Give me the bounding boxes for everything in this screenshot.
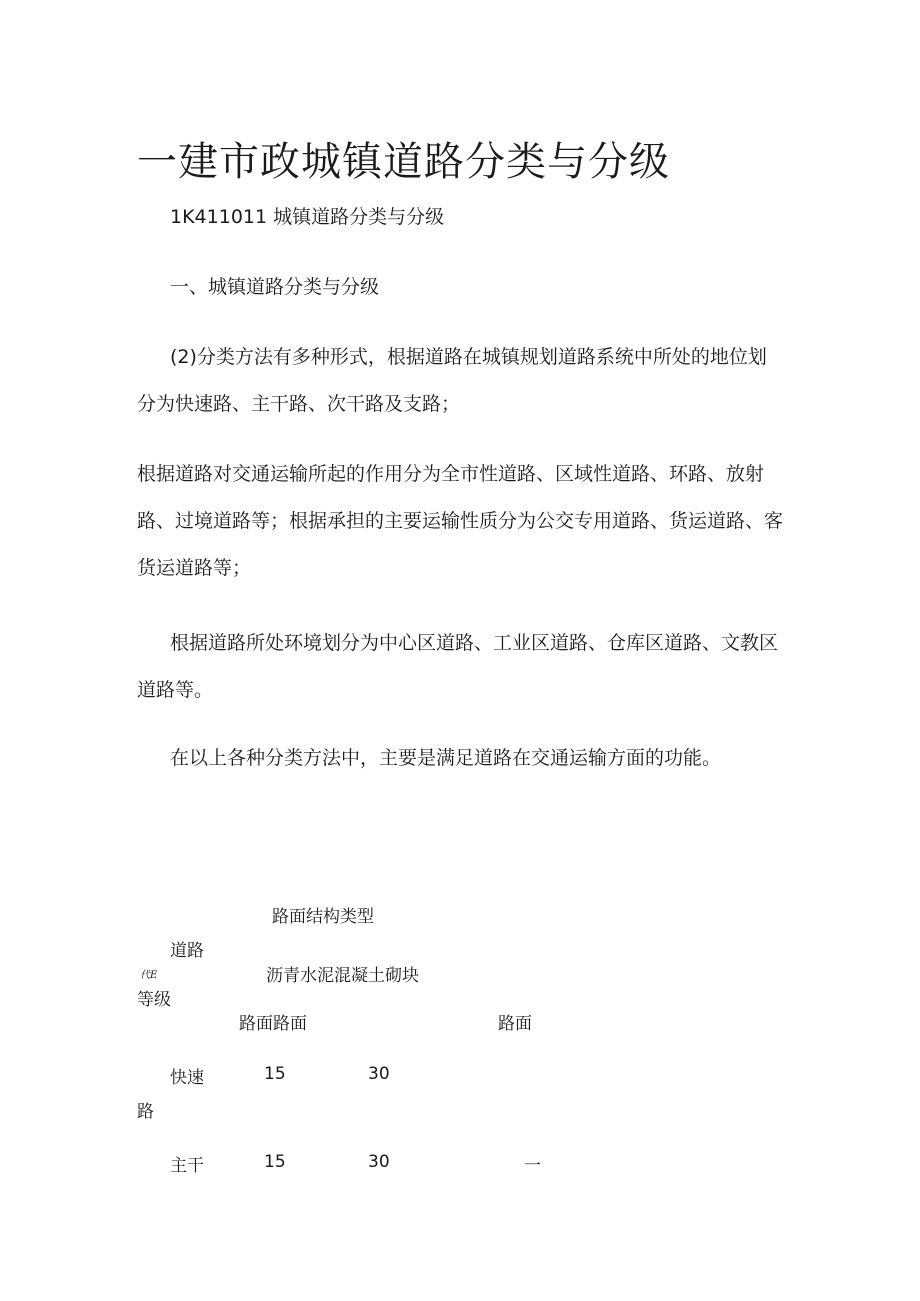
table-row-header-line1: 道路 [170,941,204,961]
document-title: 一建市政城镇道路分类与分级 [137,139,670,185]
table-cell-asphalt: 15 [264,1064,286,1084]
table-row-name: 主干 [170,1156,204,1176]
table-column-suffix-b: 路面 [498,1014,532,1034]
paragraph-classification-methods: (2)分类方法有多种形式，根据道路在城镇规划道路系统中所处的地位划分为快速路、主干路、次干路及支路； [137,346,767,415]
paragraph-summary: 在以上各种分类方法中，主要是满足道路在交通运输方面的功能。 [170,747,722,769]
table-cell-asphalt: 15 [264,1152,286,1172]
section-heading: 一、城镇道路分类与分级 [170,276,380,298]
paragraph-traffic-role: 根据道路对交通运输所起的作用分为全市性道路、区域性道路、环路、放射路、过境道路等；根据承担的主要运输性质分为公交专用道路、货运道路、客货运道路等； [137,463,784,579]
table-row-name-continued: 路 [137,1102,154,1122]
table-cell-block: 一 [524,1156,541,1176]
table-row-name: 快速 [170,1068,204,1088]
table-group-header: 路面结构类型 [272,907,374,927]
table-row-header-line2: 等级 [137,990,171,1010]
table-cell-concrete: 30 [368,1152,390,1172]
table-column-suffix-a: 路面路面 [239,1014,307,1034]
section-code-heading: 1K411011 城镇道路分类与分级 [170,206,445,228]
table-cell-concrete: 30 [368,1064,390,1084]
paragraph-environment: 根据道路所处环境划分为中心区道路、工业区道路、仓库区道路、文教区道路等。 [137,632,779,701]
table-row-header-mark: 代E [140,970,158,981]
table-column-types: 沥青水泥混凝土砌块 [266,966,419,986]
